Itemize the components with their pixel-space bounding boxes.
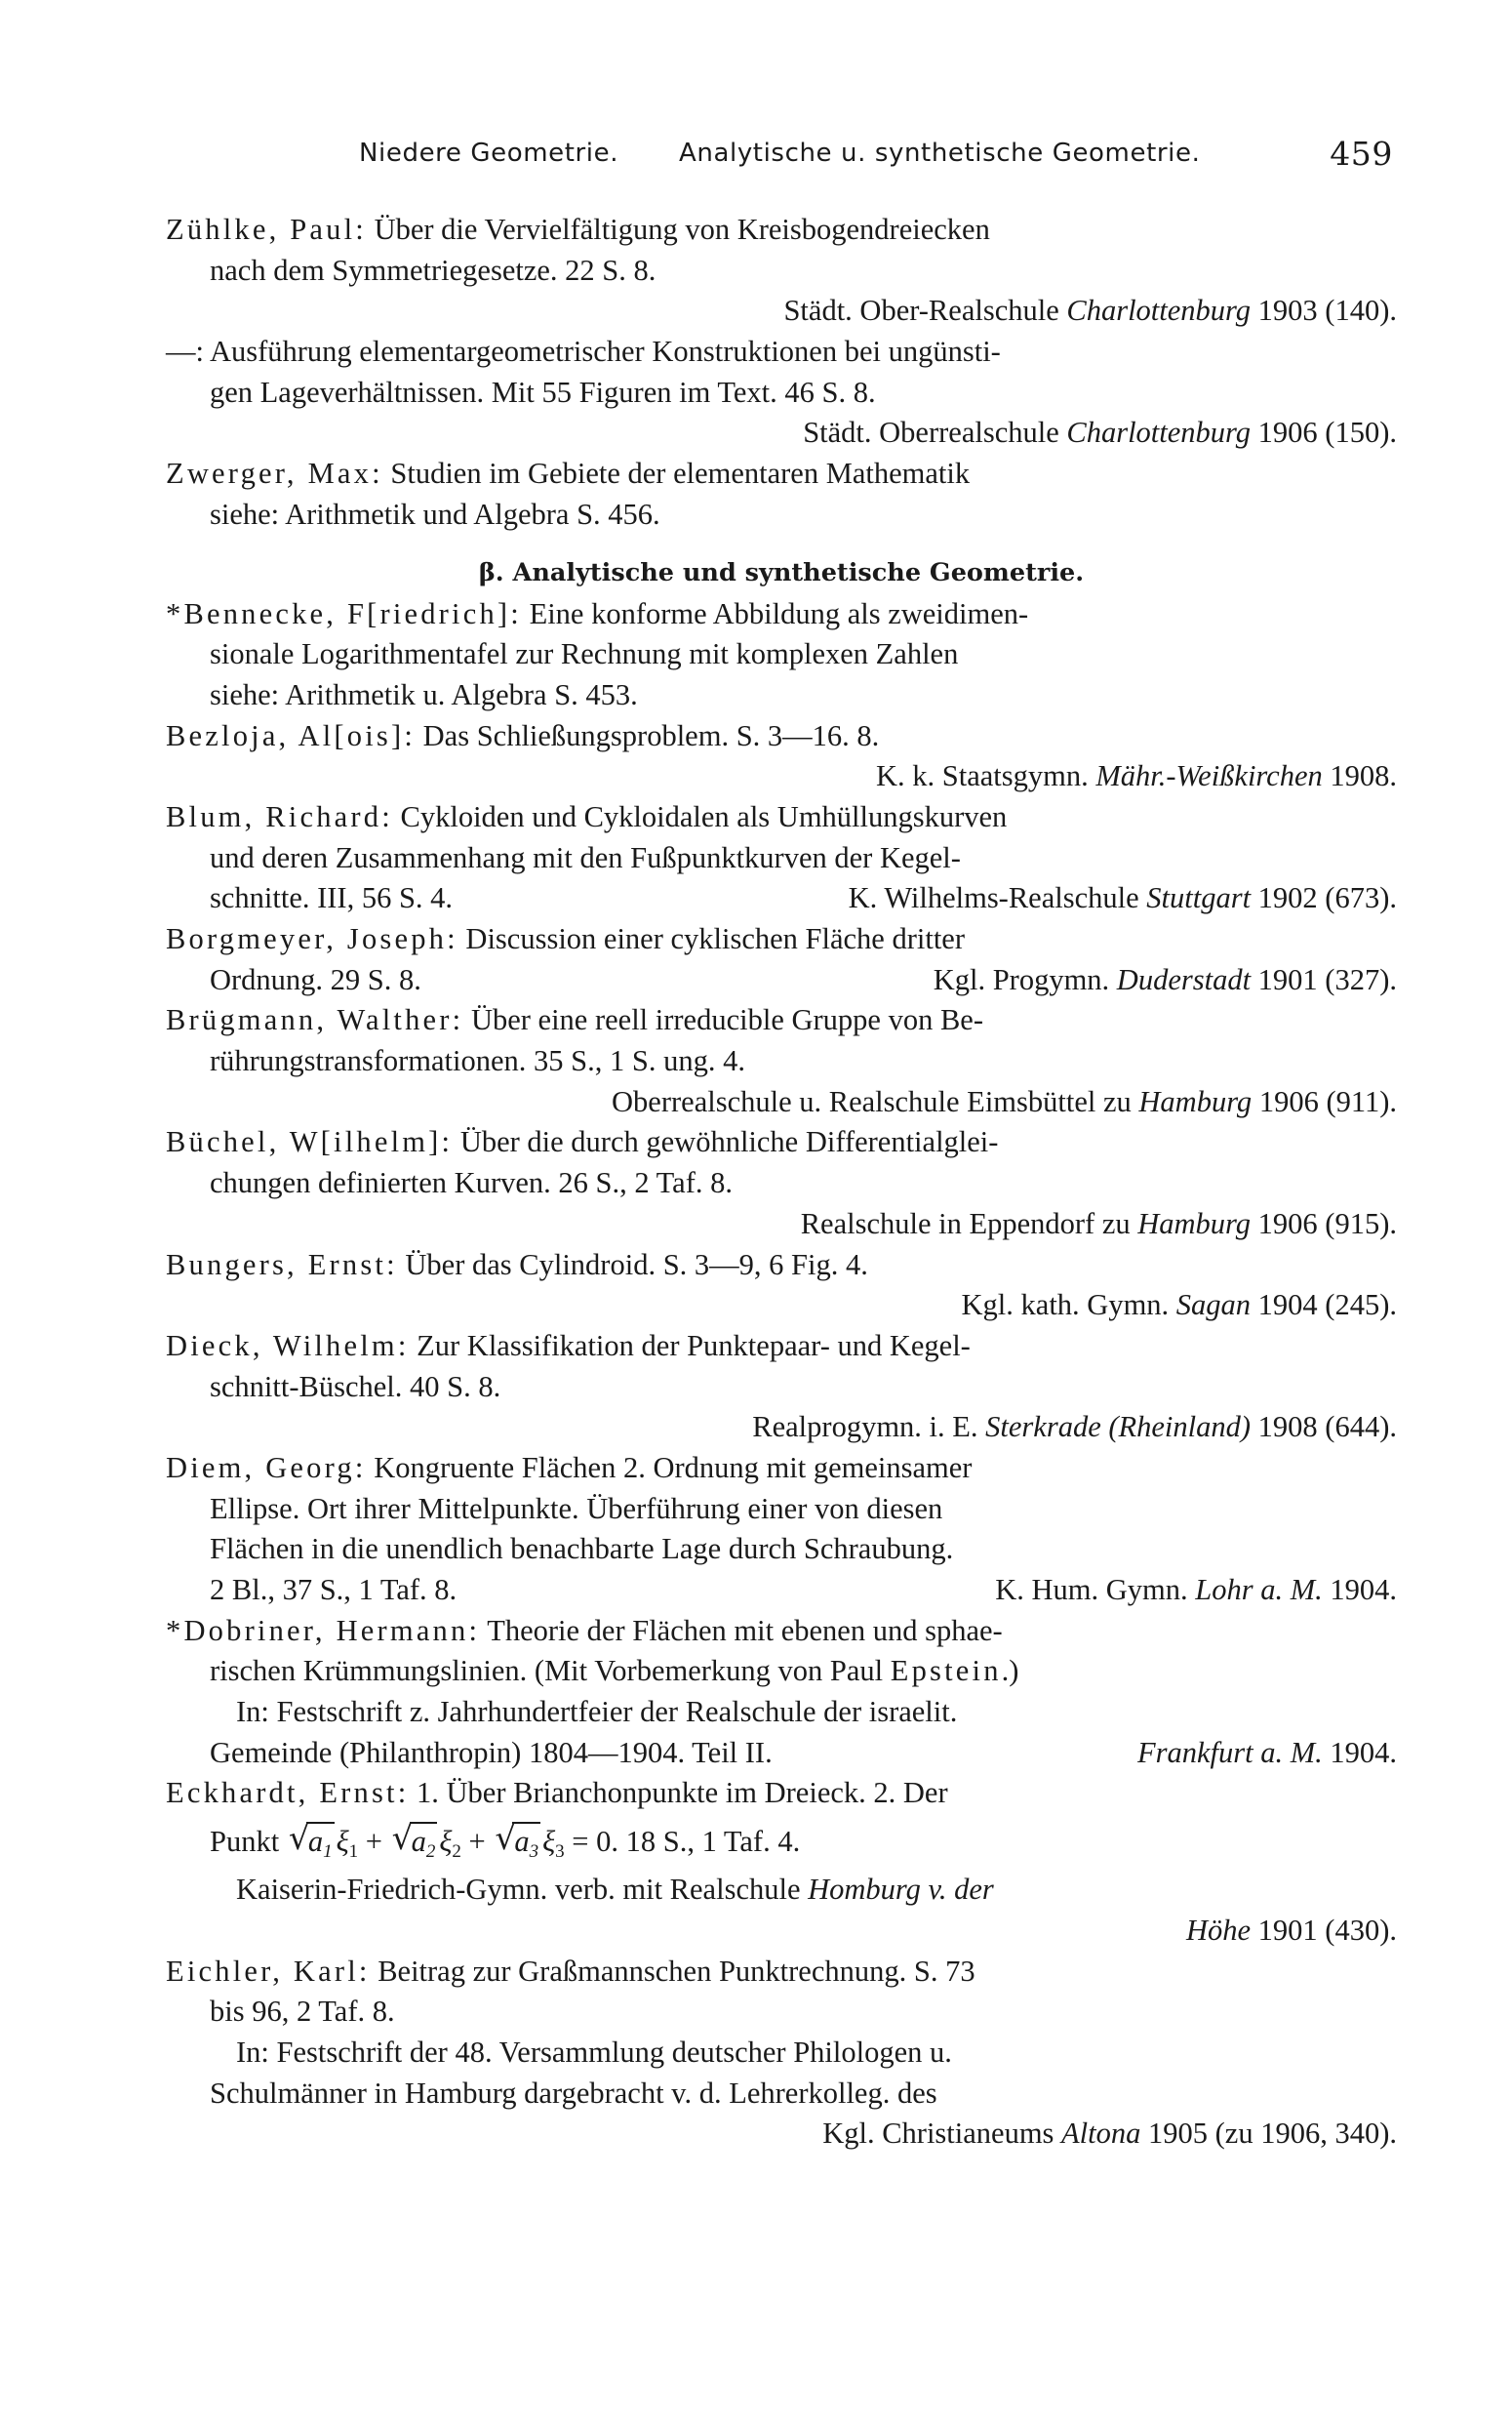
author-name: *Bennecke, F[riedrich]: [166, 596, 522, 630]
entry-borgmeyer-line-2 [166, 960, 1397, 1001]
formula-var: ξ [336, 1825, 349, 1859]
entry-eckhardt-line-2 [166, 1814, 1397, 1870]
entry-eichler-line-2 [166, 1992, 1397, 2033]
entry-zuehlke-line-2 [166, 251, 1397, 292]
entry-eichler-line-4 [166, 2074, 1397, 2115]
author-name: Büchel, W[ilhelm]: [166, 1125, 454, 1159]
entry-blum-line-2 [166, 838, 1397, 879]
entry-eichler-line-3 [166, 2033, 1397, 2074]
author-name: Eichler, Karl: [166, 1954, 371, 1988]
title-text: sionale Logarithmentafel zur Rechnung mit komplexen Zahlen [210, 637, 959, 671]
entry-zwerger-line-2 [166, 495, 1397, 536]
entry-blum-line-3 [166, 878, 1397, 919]
title-text: Zur Klassifikation der Punktepaar- und Kegel- [417, 1328, 971, 1362]
sqrt-radical [289, 1814, 335, 1870]
entry-eichler-line-1 [166, 1952, 1397, 1993]
entry-eckhardt-line-4 [166, 1911, 1397, 1952]
title-text: schnitt-Büschel. 40 S. 8. [210, 1369, 501, 1403]
author-name: Eckhardt, Ernst: [166, 1776, 410, 1810]
formula-sub: 1 [348, 1841, 359, 1863]
author-name: Bungers, Ernst: [166, 1247, 398, 1281]
entry-diem-line-2 [166, 1489, 1397, 1530]
school-name: K. Wilhelms-Realschule [848, 881, 1139, 915]
school-name: Kgl. Progymn. [933, 962, 1110, 996]
author-name: Dieck, Wilhelm: [166, 1328, 410, 1362]
title-text: bis 96, 2 Taf. 8. [210, 1995, 395, 2029]
entry-dobriner-line-1 [166, 1611, 1397, 1652]
year-text: 1908 (644). [1257, 1410, 1397, 1444]
entry-bungers-line-1 [166, 1245, 1397, 1286]
title-text: chungen definierten Kurven. 26 S., 2 Taf. 8. [210, 1166, 733, 1200]
year-text: 1904 (245). [1257, 1288, 1397, 1322]
entry-bezloja-line-2 [166, 756, 1397, 797]
formula-line [210, 1814, 800, 1870]
title-text: Punkt [210, 1825, 280, 1859]
entry-zuehlke-2-line-1 [166, 332, 1397, 373]
year-text: 1905 (zu 1906, 340). [1148, 2117, 1397, 2151]
title-text: Über das Cylindroid. S. 3—9, 6 Fig. 4. [405, 1247, 868, 1281]
formula-var: a [514, 1825, 530, 1859]
title-text: Ordnung. 29 S. 8. [210, 962, 421, 996]
entry-zuehlke-2-line-3 [166, 413, 1397, 454]
entry-diem-line-3 [166, 1529, 1397, 1570]
title-text: und deren Zusammenhang mit den Fußpunktkurven der Kegel- [210, 840, 961, 874]
title-text: Ellipse. Ort ihrer Mittelpunkte. Überführung einer von diesen [210, 1491, 943, 1525]
title-text: Cykloiden und Cykloidalen als Umhüllungskurven [400, 799, 1008, 833]
entry-bruegmann-line-2 [166, 1041, 1397, 1082]
entry-bennecke-line-2 [166, 634, 1397, 675]
formula-sub: 3 [529, 1841, 539, 1863]
school-name: K. k. Staatsgymn. [876, 759, 1089, 793]
school-name: K. Hum. Gymn. [995, 1573, 1188, 1606]
entry-buechel-line-1 [166, 1122, 1397, 1163]
city-name: Duderstadt [1116, 962, 1252, 996]
city-name: Homburg v. der [808, 1873, 994, 1907]
title-text: In: Festschrift z. Jahrhundertfeier der Realschule der israelit. [236, 1695, 958, 1729]
author-name: Zwerger, Max: [166, 457, 383, 491]
formula-plus: + [365, 1825, 382, 1859]
title-text: Discussion einer cyklischen Fläche dritter [465, 922, 965, 955]
entry-borgmeyer-line-1 [166, 919, 1397, 960]
title-text: Das Schließungsproblem. S. 3—16. 8. [422, 718, 880, 752]
school-name: Kgl. kath. Gymn. [961, 1288, 1170, 1322]
city-name: Charlottenburg [1066, 294, 1252, 328]
year-text: 1904. [1330, 1735, 1397, 1769]
header-middle: Analytische u. synthetische Geometrie. [679, 139, 1201, 168]
title-text: Eine konforme Abbildung als zweidimen- [529, 596, 1029, 630]
author-name: Borgmeyer, Joseph: [166, 922, 458, 955]
entry-dieck-line-1 [166, 1326, 1397, 1367]
school-name: Städt. Ober-Realschule [783, 294, 1059, 328]
sqrt-radical [392, 1814, 438, 1870]
section-heading: β. Analytische und synthetische Geometrie. [478, 557, 1085, 587]
city-name: Sagan [1175, 1288, 1252, 1322]
formula-sub: 2 [452, 1841, 461, 1863]
entry-bennecke-line-3 [166, 675, 1397, 716]
title-text: Gemeinde (Philanthropin) 1804—1904. Teil II. [210, 1735, 773, 1769]
entry-bruegmann-line-1 [166, 1000, 1397, 1041]
school-name: Oberrealschule u. Realschule Eimsbüttel zu [612, 1084, 1132, 1118]
title-text: 2 Bl., 37 S., 1 Taf. 8. [210, 1573, 458, 1606]
city-name: Frankfurt a. M. [1136, 1735, 1323, 1769]
header-left: Niedere Geometrie. [359, 139, 619, 168]
title-text: 1. Über Brianchonpunkte im Dreieck. 2. Der [417, 1776, 948, 1810]
school-name: Realprogymn. i. E. [752, 1410, 978, 1444]
title-text: Studien im Gebiete der elementaren Mathematik [390, 457, 971, 491]
entry-dobriner-line-4 [166, 1733, 1397, 1774]
person-name: Epstein [890, 1654, 1002, 1688]
title-text: Über eine reell irreducible Gruppe von Be- [470, 1003, 983, 1037]
author-name: Brügmann, Walther: [166, 1003, 464, 1037]
title-text: Theorie der Flächen mit ebenen und sphae- [487, 1613, 1003, 1647]
entry-eichler-line-5 [166, 2114, 1397, 2155]
year-text: 1904. [1330, 1573, 1397, 1606]
entry-bruegmann-line-3 [166, 1082, 1397, 1123]
entry-zuehlke-2-line-2 [166, 373, 1397, 414]
author-name: Blum, Richard: [166, 799, 393, 833]
title-text: siehe: Arithmetik u. Algebra S. 453. [210, 677, 638, 711]
title-text: Ausführung elementargeometrischer Konstruktionen bei ungünsti- [209, 335, 1001, 369]
entry-eckhardt-line-3 [166, 1870, 1397, 1911]
title-text: In: Festschrift der 48. Versammlung deutscher Philologen u. [236, 2035, 952, 2069]
author-name: *Dobriner, Hermann: [166, 1613, 481, 1647]
entry-diem-line-4 [166, 1570, 1397, 1611]
section-heading-row [166, 536, 1397, 594]
entry-diem-line-1 [166, 1448, 1397, 1489]
title-text: Schulmänner in Hamburg dargebracht v. d. Lehrerkolleg. des [210, 2076, 937, 2110]
city-name: Mähr.-Weißkirchen [1095, 759, 1323, 793]
formula-var: ξ [542, 1825, 556, 1859]
city-name: Altona [1061, 2117, 1141, 2151]
entry-dobriner-line-2 [166, 1651, 1397, 1692]
entry-bennecke-line-1 [166, 594, 1397, 635]
author-name: Zühlke, Paul: [166, 213, 367, 246]
year-text: 1906 (150). [1257, 416, 1397, 450]
entry-eckhardt-line-1 [166, 1773, 1397, 1814]
title-text: rischen Krümmungslinien. (Mit Vorbemerkung von Paul [210, 1654, 884, 1688]
formula-sub: 1 [323, 1841, 333, 1863]
title-text: schnitte. III, 56 S. 4. [210, 881, 454, 915]
running-header [359, 135, 1393, 182]
page-number: 459 [1330, 135, 1393, 173]
title-text: gen Lageverhältnissen. Mit 55 Figuren im Text. 46 S. 8. [210, 375, 876, 409]
entry-bezloja-line-1 [166, 716, 1397, 757]
formula-var: ξ [439, 1825, 453, 1859]
formula-sub: 2 [425, 1841, 436, 1863]
year-text: 1901 (430). [1257, 1913, 1397, 1947]
formula-sub: 3 [555, 1841, 565, 1863]
city-name: Höhe [1185, 1913, 1252, 1947]
title-text: nach dem Symmetriegesetze. 22 S. 8. [210, 253, 657, 287]
city-name: Hamburg [1137, 1206, 1252, 1240]
formula-var: a [411, 1825, 426, 1859]
title-text: .) [1001, 1654, 1019, 1688]
city-name: Stuttgart [1146, 881, 1252, 915]
entry-dieck-line-2 [166, 1367, 1397, 1408]
title-text: Beitrag zur Graßmannschen Punktrechnung. S. 73 [378, 1954, 975, 1988]
school-name: Kgl. Christianeums [822, 2117, 1054, 2151]
entry-zuehlke-line-3 [166, 291, 1397, 332]
year-text: 1906 (911). [1258, 1084, 1397, 1118]
title-text: Über die Vervielfältigung von Kreisbogendreiecken [374, 213, 990, 246]
year-text: 1902 (673). [1257, 881, 1397, 915]
author-name: Bezloja, Al[ois]: [166, 718, 417, 752]
entry-dieck-line-3 [166, 1407, 1397, 1448]
title-text: Über die durch gewöhnliche Differentialglei- [459, 1125, 999, 1159]
entry-zwerger-line-1 [166, 454, 1397, 495]
school-name: Kaiserin-Friedrich-Gymn. verb. mit Realschule [236, 1873, 801, 1907]
title-text: rührungstransformationen. 35 S., 1 S. ung. 4. [210, 1044, 745, 1078]
formula-plus: + [468, 1825, 486, 1859]
entry-blum-line-1 [166, 797, 1397, 838]
year-text: 1908. [1330, 759, 1397, 793]
title-text: siehe: Arithmetik und Algebra S. 456. [210, 497, 660, 531]
entry-buechel-line-3 [166, 1204, 1397, 1245]
title-text: Kongruente Flächen 2. Ordnung mit gemeinsamer [374, 1450, 973, 1484]
formula-var: a [307, 1825, 324, 1859]
title-text: = 0. 18 S., 1 Taf. 4. [572, 1825, 801, 1859]
year-text: 1906 (915). [1257, 1206, 1397, 1240]
sqrt-radical [495, 1814, 540, 1870]
year-text: 1903 (140). [1257, 294, 1397, 328]
city-name: Hamburg [1138, 1084, 1253, 1118]
author-name: Diem, Georg: [166, 1450, 367, 1484]
year-text: 1901 (327). [1257, 962, 1397, 996]
city-name: Charlottenburg [1066, 416, 1252, 450]
school-name: Realschule in Eppendorf zu [800, 1206, 1131, 1240]
school-name: Städt. Oberrealschule [803, 416, 1059, 450]
ditto-dash: —: [166, 335, 204, 369]
city-name: Sterkrade (Rheinland) [985, 1410, 1252, 1444]
title-text: Flächen in die unendlich benachbarte Lage durch Schraubung. [210, 1532, 954, 1566]
city-name: Lohr a. M. [1195, 1573, 1323, 1606]
entry-dobriner-line-3 [166, 1692, 1397, 1733]
entry-zuehlke-line-1 [166, 210, 1397, 251]
entry-bungers-line-2 [166, 1285, 1397, 1326]
bibliography-body [166, 210, 1397, 2155]
entry-buechel-line-2 [166, 1163, 1397, 1204]
